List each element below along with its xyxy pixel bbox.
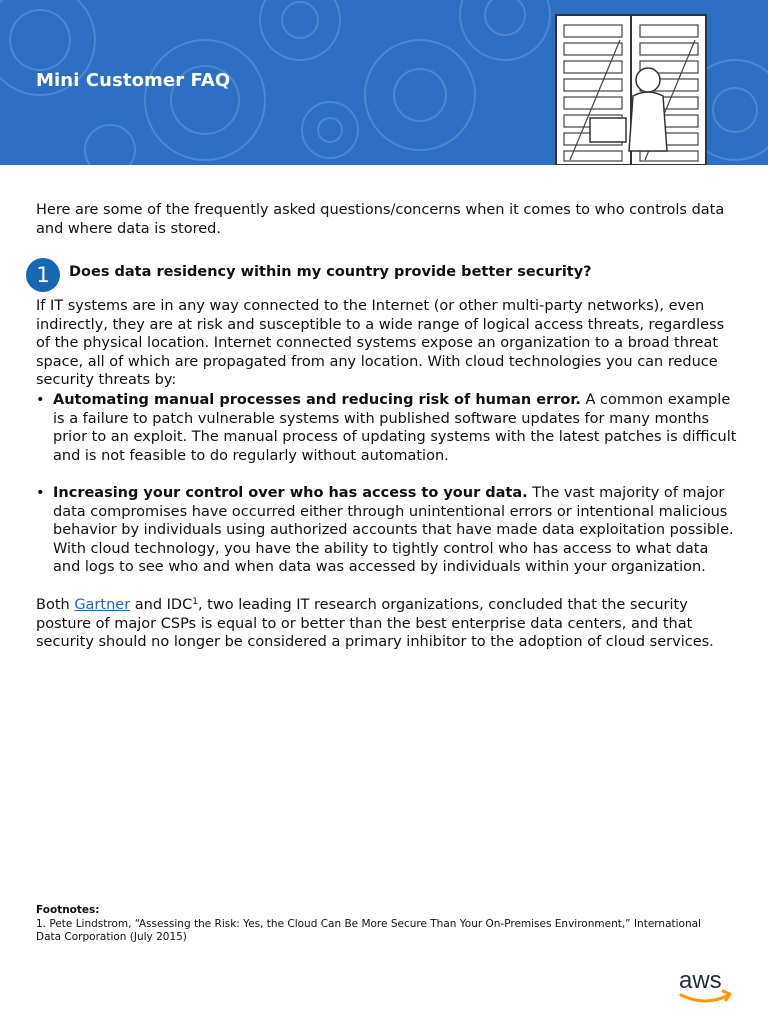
aws-logo-text: aws xyxy=(679,967,722,994)
conclusion-paragraph xyxy=(36,596,740,652)
page-title: Mini Customer FAQ xyxy=(36,70,231,91)
aws-logo xyxy=(677,966,733,1006)
header-banner xyxy=(0,0,768,165)
faq-question xyxy=(36,258,740,290)
server-rack-illustration xyxy=(556,15,706,165)
bullet-text: The vast majority of major data compromises have occurred either through unintentional errors or intentional malicious behavior by individuals using authorized accounts that have made data exploitation possible. With cloud technology, you have the ability to tightly control who has access to what data and logs to see who and when data was accessed by individuals within your organization. xyxy=(53,485,734,575)
conclusion-text-start: Both xyxy=(36,597,75,613)
footnote-marker: 1 xyxy=(192,597,198,607)
footnote-item: 1. Pete Lindstrom, “Assessing the Risk: Yes, the Cloud Can Be More Secure Than Your On-Premises Environment,” International Data Corporation (July 2015) xyxy=(36,917,701,943)
bullet-text: A common example is a failure to patch vulnerable systems with published software updates for many months prior to an exploit. The manual process of updating systems with the latest patches is difficult and is not feasible to do regularly without automation. xyxy=(53,392,737,464)
bullet-item xyxy=(36,391,740,465)
intro-text: Here are some of the frequently asked questions/concerns when it comes to who controls data and where data is stored. xyxy=(36,202,725,237)
bullet-icon: • xyxy=(36,392,45,408)
conclusion-text-end: , two leading IT research organizations, concluded that the security posture of major CSPs is equal to or better than the best enterprise data centers, and that security should no longer be considered a primary inhibitor to the adoption of cloud services. xyxy=(36,597,714,650)
question-text: Does data residency within my country provide better security? xyxy=(69,264,592,280)
bullet-item xyxy=(36,484,740,577)
question-number-badge: 1 xyxy=(26,258,60,292)
bullet-list xyxy=(36,391,740,596)
footnotes xyxy=(36,904,726,945)
main-content xyxy=(36,201,740,650)
footnotes-title: Footnotes: xyxy=(36,904,100,916)
bullet-icon: • xyxy=(36,485,45,501)
gartner-link[interactable]: Gartner xyxy=(74,597,131,613)
bullet-bold: Increasing your control over who has access to your data. xyxy=(53,485,528,501)
aws-smile-icon xyxy=(681,995,729,1001)
answer-paragraph: If IT systems are in any way connected to the Internet (or other multi-party networks), even indirectly, they are at risk and susceptible to a wide range of logical access threats, regardless of the physical location. Internet connected systems expose an organization to a broad threat space, all of which are propagated from any location. With cloud technologies you can reduce security threats by: xyxy=(36,298,725,388)
conclusion-text-middle: and IDC xyxy=(130,597,193,613)
bullet-bold: Automating manual processes and reducing risk of human error. xyxy=(53,392,581,408)
